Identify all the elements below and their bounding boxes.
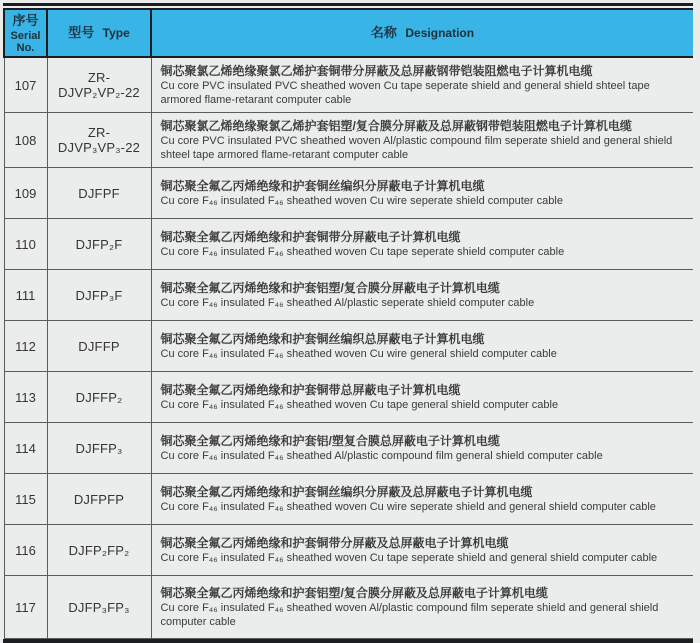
designation-zh: 铜芯聚全氟乙丙烯绝缘和护套铝塑/复合膜分屏蔽电子计算机电缆 xyxy=(160,281,500,295)
designation-zh: 铜芯聚氯乙烯绝缘聚氯乙烯护套铜带分屏蔽及总屏蔽钢带铠装阻燃电子计算机电缆 xyxy=(160,64,593,78)
table-row xyxy=(4,474,693,525)
top-rule xyxy=(3,3,693,6)
designation-zh: 铜芯聚全氟乙丙烯绝缘和护套铜丝编织分屏蔽及总屏蔽电子计算机电缆 xyxy=(160,485,533,499)
designation-en: Cu core PVC insulated PVC sheathed woven Al/plastic compound film seperate shield and general shield shteel tape armored flame-retarant computer cable xyxy=(160,135,673,161)
designation-en: Cu core F₄₆ insulated F₄₆ sheathed woven Cu tape seperate shield computer cable xyxy=(160,246,565,258)
designation-en: Cu core F₄₆ insulated F₄₆ sheathed Al/plastic compound film general shield computer cable xyxy=(160,450,603,462)
table-header xyxy=(4,9,693,57)
designation-cell xyxy=(151,270,693,321)
catalog-table-sheet xyxy=(3,3,693,643)
type-cell: DJFFP xyxy=(47,321,151,372)
header-type xyxy=(47,9,151,57)
type-cell: DJFP₂FP₂ xyxy=(47,525,151,576)
designation-en: Cu core PVC insulated PVC sheathed woven Cu tape seperate shield and general shield shteel tape armored flame-retarant computer cable xyxy=(160,80,650,106)
designation-cell xyxy=(151,474,693,525)
serial-cell: 111 xyxy=(4,270,47,321)
serial-cell: 109 xyxy=(4,168,47,219)
header-designation xyxy=(151,9,693,57)
type-cell: DJFFP₃ xyxy=(47,423,151,474)
serial-cell: 107 xyxy=(4,57,47,113)
designation-cell xyxy=(151,423,693,474)
table-row xyxy=(4,270,693,321)
serial-cell: 117 xyxy=(4,576,47,639)
designation-zh: 铜芯聚全氟乙丙烯绝缘和护套铜带分屏蔽及总屏蔽电子计算机电缆 xyxy=(160,536,509,550)
header-serial xyxy=(4,9,47,57)
table-row xyxy=(4,321,693,372)
designation-zh: 铜芯聚全氟乙丙烯绝缘和护套铜带分屏蔽电子计算机电缆 xyxy=(160,230,461,244)
serial-cell: 115 xyxy=(4,474,47,525)
designation-zh: 铜芯聚全氟乙丙烯绝缘和护套铝塑/复合膜分屏蔽及总屏蔽电子计算机电缆 xyxy=(160,586,548,600)
serial-cell: 108 xyxy=(4,113,47,168)
header-row xyxy=(4,9,693,57)
type-cell: ZR-DJVP₂VP₂-22 xyxy=(47,57,151,113)
designation-cell xyxy=(151,525,693,576)
designation-cell xyxy=(151,57,693,113)
designation-zh: 铜芯聚氯乙烯绝缘聚氯乙烯护套铝塑/复合膜分屏蔽及总屏蔽钢带铠装阻燃电子计算机电缆 xyxy=(160,119,632,133)
type-cell: DJFPF xyxy=(47,168,151,219)
serial-cell: 114 xyxy=(4,423,47,474)
type-cell: DJFPFP xyxy=(47,474,151,525)
designation-en: Cu core F₄₆ insulated F₄₆ sheathed woven Cu tape seperate shield and general shield computer cable xyxy=(160,552,658,564)
table-row xyxy=(4,168,693,219)
header-serial-en1: Serial xyxy=(10,30,41,42)
designation-cell xyxy=(151,321,693,372)
serial-cell: 116 xyxy=(4,525,47,576)
designation-cell xyxy=(151,113,693,168)
designation-cell xyxy=(151,372,693,423)
header-type-zh: 型号 xyxy=(68,25,95,40)
serial-cell: 112 xyxy=(4,321,47,372)
type-cell: DJFP₂F xyxy=(47,219,151,270)
table-row xyxy=(4,57,693,113)
designation-cell xyxy=(151,219,693,270)
designation-zh: 铜芯聚全氟乙丙烯绝缘和护套铜丝编织分屏蔽电子计算机电缆 xyxy=(160,179,485,193)
header-designation-zh: 名称 xyxy=(370,25,397,40)
designation-en: Cu core F₄₆ insulated F₄₆ sheathed Al/plastic seperate shield computer cable xyxy=(160,297,535,309)
table-row xyxy=(4,219,693,270)
header-serial-zh: 序号 xyxy=(12,13,39,28)
designation-zh: 铜芯聚全氟乙丙烯绝缘和护套铝/塑复合膜总屏蔽电子计算机电缆 xyxy=(160,434,500,448)
type-cell: ZR-DJVP₃VP₃-22 xyxy=(47,113,151,168)
type-cell: DJFP₃FP₃ xyxy=(47,576,151,639)
table-row xyxy=(4,372,693,423)
designation-en: Cu core F₄₆ insulated F₄₆ sheathed woven Cu wire seperate shield computer cable xyxy=(160,195,563,207)
table-row xyxy=(4,423,693,474)
designation-zh: 铜芯聚全氟乙丙烯绝缘和护套铜带总屏蔽电子计算机电缆 xyxy=(160,383,461,397)
table-row xyxy=(4,113,693,168)
type-cell: DJFFP₂ xyxy=(47,372,151,423)
cable-catalog-table xyxy=(3,8,693,639)
serial-cell: 113 xyxy=(4,372,47,423)
designation-zh: 铜芯聚全氟乙丙烯绝缘和护套铜丝编织总屏蔽电子计算机电缆 xyxy=(160,332,485,346)
designation-en: Cu core F₄₆ insulated F₄₆ sheathed woven Cu tape general shield computer cable xyxy=(160,399,559,411)
table-row xyxy=(4,576,693,639)
type-cell: DJFP₃F xyxy=(47,270,151,321)
serial-cell: 110 xyxy=(4,219,47,270)
table-row xyxy=(4,525,693,576)
header-type-en: Type xyxy=(102,26,130,40)
header-serial-en2: No. xyxy=(16,42,35,54)
designation-cell xyxy=(151,576,693,639)
table-body xyxy=(4,57,693,639)
designation-en: Cu core F₄₆ insulated F₄₆ sheathed woven Cu wire general shield computer cable xyxy=(160,348,557,360)
bottom-rule xyxy=(3,639,693,643)
designation-en: Cu core F₄₆ insulated F₄₆ sheathed woven Cu wire seperate shield and general shield computer cable xyxy=(160,501,656,513)
header-designation-en: Designation xyxy=(405,26,475,40)
designation-cell xyxy=(151,168,693,219)
designation-en: Cu core F₄₆ insulated F₄₆ sheathed woven Al/plastic compound film seperate shield and general shield computer cable xyxy=(160,602,659,628)
